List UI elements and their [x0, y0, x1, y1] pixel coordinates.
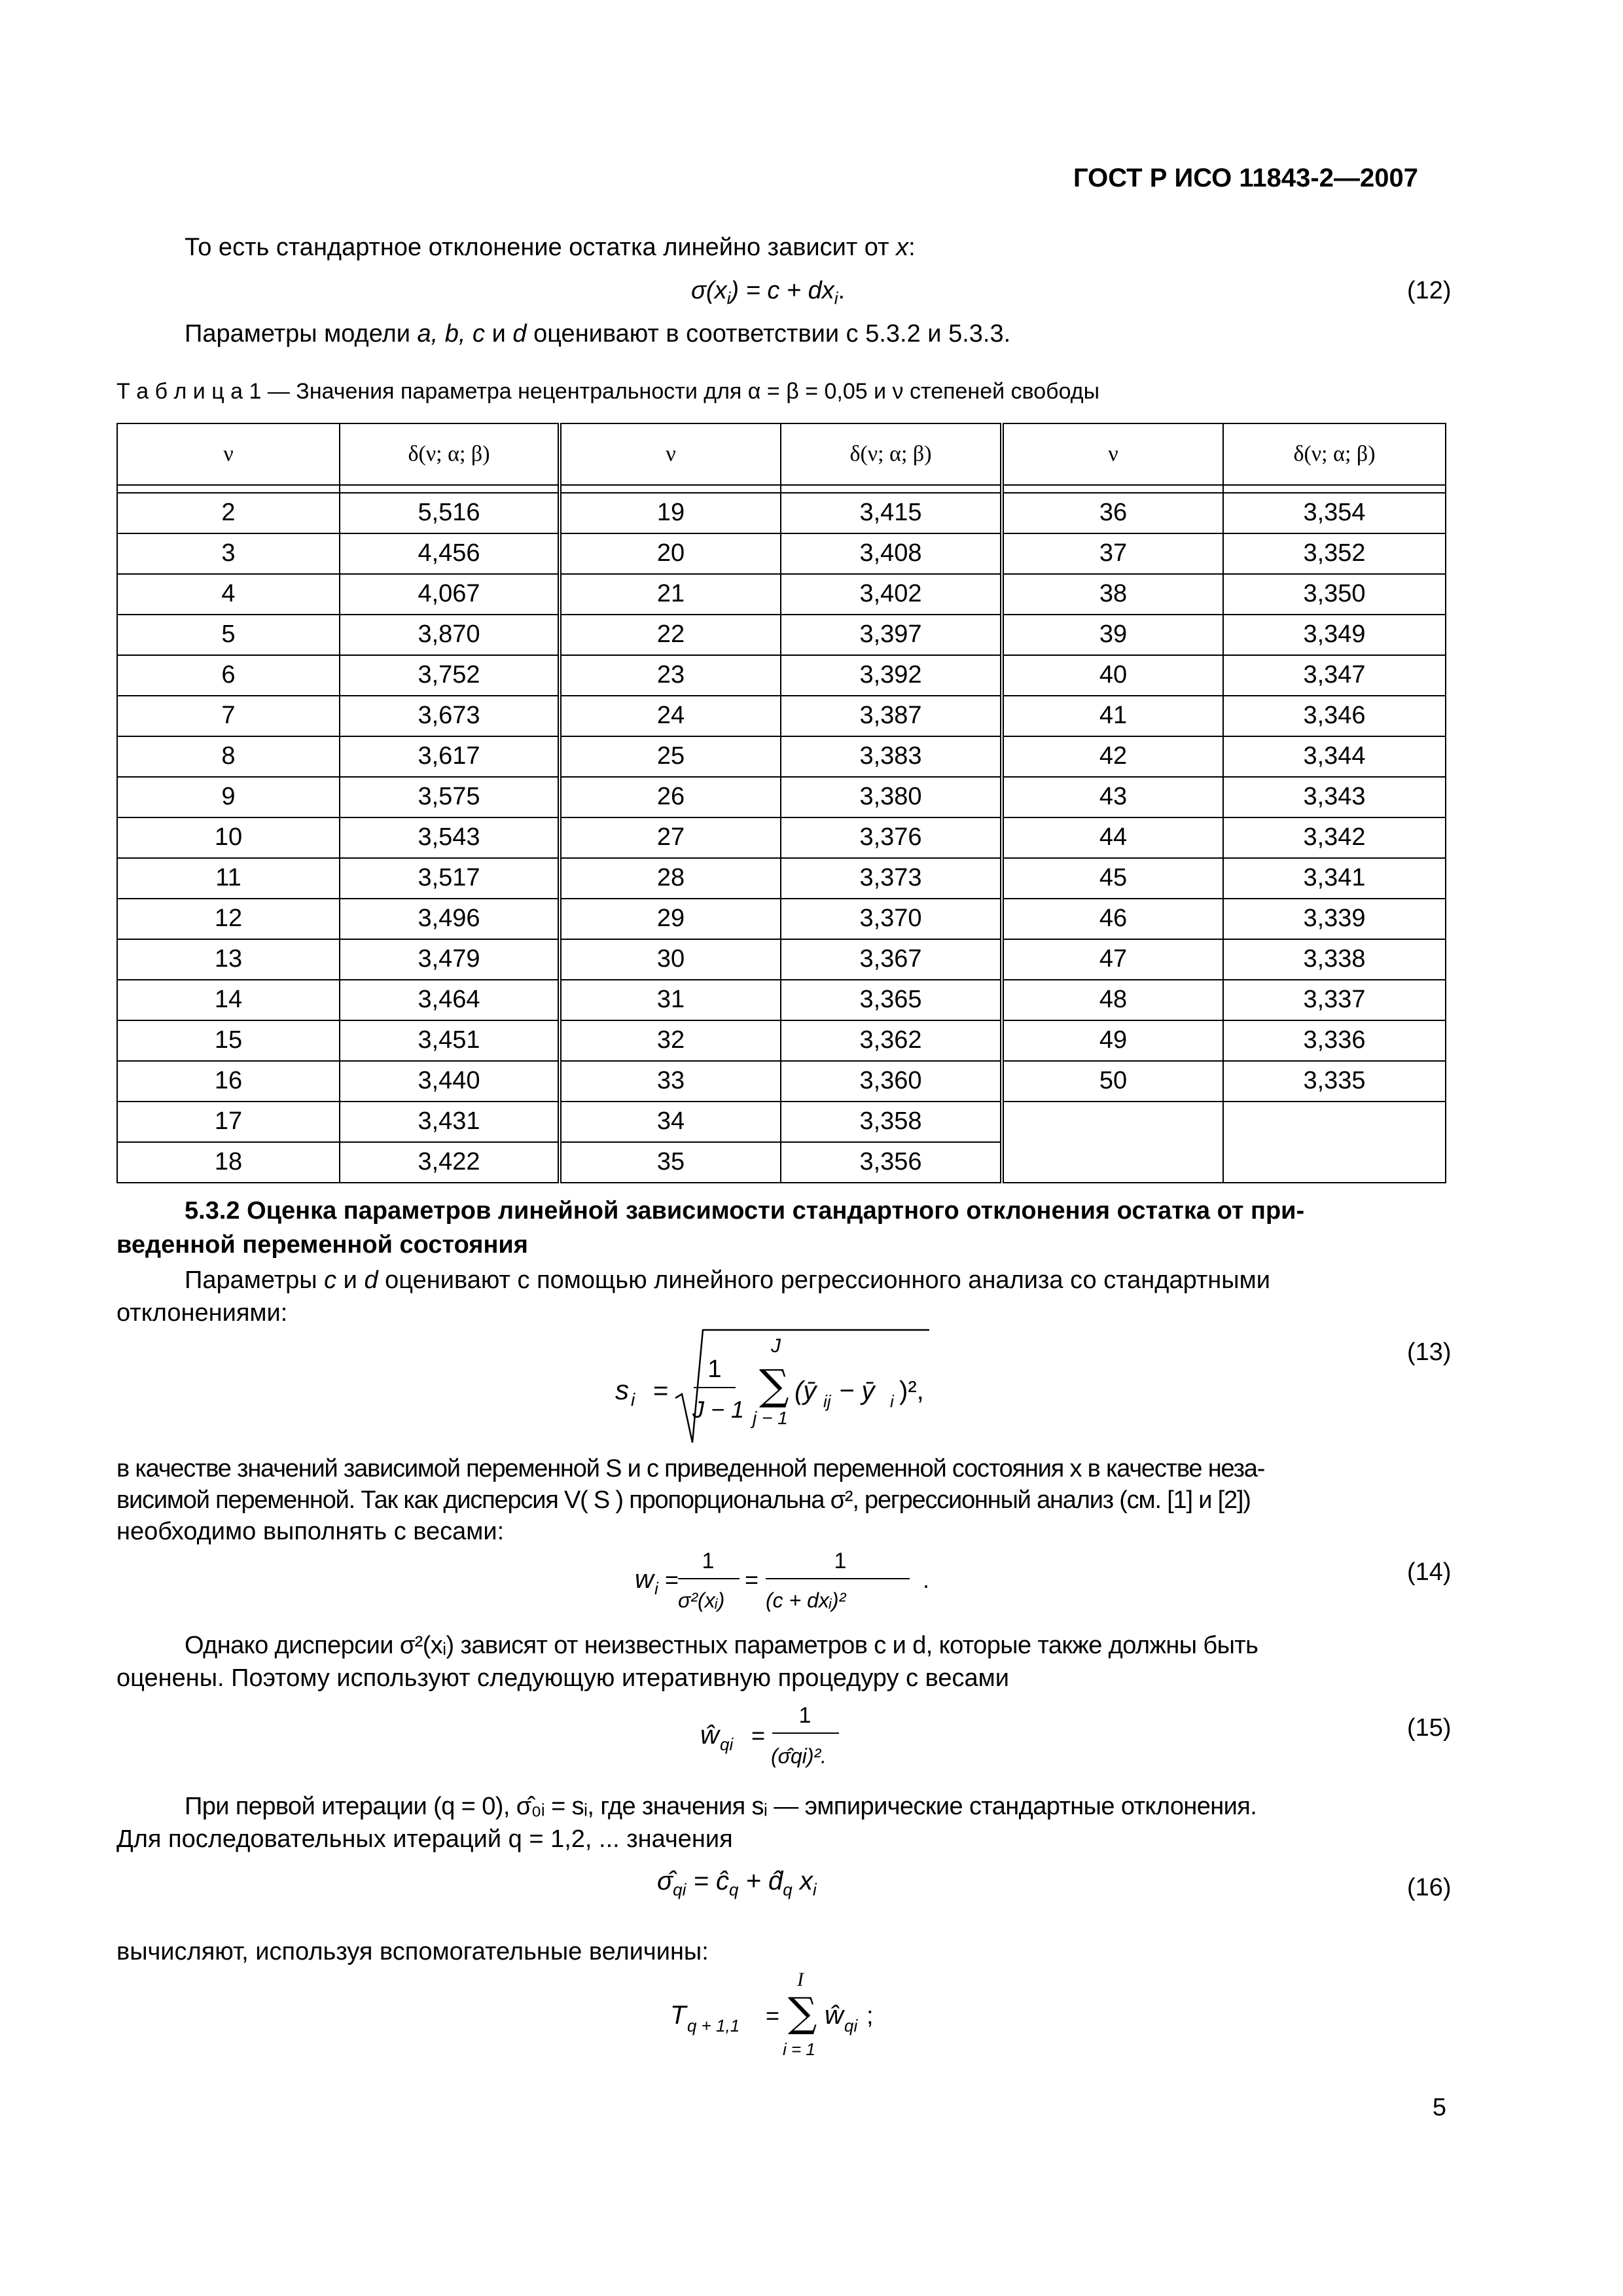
cell-delta: 3,402: [781, 574, 1002, 615]
cell-nu: 24: [560, 696, 781, 736]
cell-delta: 3,336: [1223, 1020, 1446, 1061]
cell-delta: 3,367: [781, 939, 1002, 980]
svg-text:∑: ∑: [759, 1361, 789, 1410]
cell-delta: 3,354: [1223, 493, 1446, 533]
equation-16: $\sigmâ_{qi}$ = $ĉ_q$ + $d̂_q$ $x_i$: [657, 1867, 817, 1899]
svg-text:q + 1,1: q + 1,1: [687, 2016, 740, 2036]
svg-text:ŵ: ŵ: [700, 1721, 719, 1749]
noncentrality-table: [116, 423, 1446, 1183]
cell-nu: 34: [560, 1102, 781, 1142]
cell-delta: 3,617: [340, 736, 560, 777]
cell-nu: 8: [117, 736, 340, 777]
svg-text:σ²(xᵢ): σ²(xᵢ): [678, 1588, 725, 1612]
cell-delta: 3,464: [340, 980, 560, 1020]
paragraph-2-line-1: в качестве значений зависимой переменной S и с приведенной переменной состояния x в качестве неза-: [116, 1455, 1265, 1482]
cell-delta: 3,373: [781, 858, 1002, 899]
cell-nu: 3: [117, 533, 340, 574]
svg-text:)²,: )²,: [899, 1376, 924, 1405]
cell-nu: 9: [117, 777, 340, 817]
cell-delta: 3,356: [781, 1142, 1002, 1183]
cell-delta: 3,337: [1223, 980, 1446, 1020]
cell-delta: [1223, 1102, 1446, 1183]
cell-nu: 33: [560, 1061, 781, 1102]
svg-text:− ȳ: − ȳ: [839, 1376, 875, 1405]
table-row: [117, 736, 1446, 777]
table-header-row: [117, 423, 1446, 485]
cell-delta: 3,543: [340, 817, 560, 858]
svg-text:1: 1: [834, 1549, 847, 1573]
cell-delta: 3,342: [1223, 817, 1446, 858]
paragraph-3-line-2: оценены. Поэтому используют следующую итеративную процедуру с весами: [116, 1664, 1010, 1692]
table-row: [117, 615, 1446, 655]
svg-text:1: 1: [702, 1549, 715, 1573]
table-row: [117, 1061, 1446, 1102]
header-nu: ν: [117, 423, 340, 485]
table-row: [117, 574, 1446, 615]
cell-nu: 13: [117, 939, 340, 980]
svg-text:1: 1: [707, 1355, 722, 1383]
equation-number-13: (13): [1407, 1338, 1452, 1366]
equation-t-sum: [670, 1970, 906, 2077]
cell-delta: 3,349: [1223, 615, 1446, 655]
table-row: [117, 533, 1446, 574]
table-row: [117, 1020, 1446, 1061]
cell-delta: 3,370: [781, 899, 1002, 939]
svg-text:.: .: [923, 1566, 930, 1593]
svg-text:=: =: [665, 1566, 679, 1593]
header-delta: δ(ν; α; β): [1223, 423, 1446, 485]
cell-delta: 3,422: [340, 1142, 560, 1183]
cell-delta: 3,341: [1223, 858, 1446, 899]
cell-nu: 31: [560, 980, 781, 1020]
document-id: ГОСТ Р ИСО 11843-2—2007: [1073, 164, 1418, 192]
equation-number-15: (15): [1407, 1714, 1452, 1742]
svg-text:ij: ij: [823, 1391, 831, 1411]
cell-nu: 15: [117, 1020, 340, 1061]
table-row: [117, 817, 1446, 858]
cell-nu: 26: [560, 777, 781, 817]
cell-delta: 4,456: [340, 533, 560, 574]
cell-nu: 28: [560, 858, 781, 899]
svg-text:1: 1: [798, 1703, 812, 1728]
table-row: [117, 777, 1446, 817]
equation-13-graphic: [615, 1326, 955, 1457]
svg-text:j − 1: j − 1: [753, 1408, 788, 1428]
cell-delta: 3,397: [781, 615, 1002, 655]
cell-nu: 38: [1002, 574, 1223, 615]
table-row: [117, 858, 1446, 899]
svg-text:w: w: [635, 1565, 654, 1594]
cell-delta: 3,358: [781, 1102, 1002, 1142]
table-row: [117, 1102, 1446, 1142]
cell-delta: 3,338: [1223, 939, 1446, 980]
paragraph-5-line-1: вычисляют, используя вспомогательные величины:: [116, 1938, 709, 1965]
cell-delta: 3,343: [1223, 777, 1446, 817]
cell-nu: 23: [560, 655, 781, 696]
header-delta: δ(ν; α; β): [340, 423, 560, 485]
cell-delta: 3,352: [1223, 533, 1446, 574]
equation-12: $\sigma(x_i) = c + dx_i$.: [691, 277, 846, 308]
cell-delta: 3,344: [1223, 736, 1446, 777]
cell-nu: 27: [560, 817, 781, 858]
cell-delta: 3,575: [340, 777, 560, 817]
cell-delta: 3,376: [781, 817, 1002, 858]
cell-nu: 49: [1002, 1020, 1223, 1061]
equation-number-12: (12): [1407, 277, 1452, 304]
cell-nu: 7: [117, 696, 340, 736]
cell-delta: 3,335: [1223, 1061, 1446, 1102]
section-heading-line-1: 5.3.2 Оценка параметров линейной зависимости стандартного отклонения остатка от при-: [185, 1197, 1305, 1225]
cell-nu: 2: [117, 493, 340, 533]
cell-nu: 50: [1002, 1061, 1223, 1102]
cell-nu: 43: [1002, 777, 1223, 817]
cell-nu: 46: [1002, 899, 1223, 939]
cell-nu: 29: [560, 899, 781, 939]
cell-nu: 32: [560, 1020, 781, 1061]
section-heading-line-2: веденной переменной состояния: [116, 1231, 528, 1259]
cell-nu: 18: [117, 1142, 340, 1183]
cell-nu: 40: [1002, 655, 1223, 696]
intro-line-1: То есть стандартное отклонение остатка линейно зависит от x:: [185, 234, 916, 261]
table-row: [117, 899, 1446, 939]
cell-delta: 3,360: [781, 1061, 1002, 1102]
cell-delta: 3,415: [781, 493, 1002, 533]
paragraph-2-line-3: необходимо выполнять с весами:: [116, 1518, 505, 1545]
cell-nu: 21: [560, 574, 781, 615]
cell-delta: 3,365: [781, 980, 1002, 1020]
cell-nu: 42: [1002, 736, 1223, 777]
equation-t-sum-graphic: [670, 1970, 906, 2068]
cell-nu: 41: [1002, 696, 1223, 736]
cell-nu: 30: [560, 939, 781, 980]
cell-nu: 19: [560, 493, 781, 533]
cell-delta: 3,479: [340, 939, 560, 980]
cell-delta: 3,383: [781, 736, 1002, 777]
cell-delta: 3,870: [340, 615, 560, 655]
equation-number-16: (16): [1407, 1874, 1452, 1901]
cell-delta: 3,496: [340, 899, 560, 939]
cell-nu: 4: [117, 574, 340, 615]
svg-text:qi: qi: [720, 1734, 734, 1754]
cell-nu: 6: [117, 655, 340, 696]
cell-nu: 36: [1002, 493, 1223, 533]
cell-nu: 45: [1002, 858, 1223, 899]
cell-nu: 37: [1002, 533, 1223, 574]
svg-text:s: s: [615, 1374, 629, 1405]
table-caption: Т а б л и ц а 1 — Значения параметра нецентральности для α = β = 0,05 и ν степеней свободы: [116, 379, 1100, 404]
cell-nu: 10: [117, 817, 340, 858]
svg-text:I: I: [797, 1970, 804, 1990]
equation-14: [635, 1542, 936, 1629]
header-nu: ν: [560, 423, 781, 485]
paragraph-1-line-2: отклонениями:: [116, 1299, 288, 1327]
svg-text:i: i: [654, 1579, 658, 1598]
table-row: [117, 655, 1446, 696]
svg-text:(ȳ: (ȳ: [794, 1376, 817, 1405]
svg-text:i = 1: i = 1: [783, 2039, 815, 2059]
svg-text:i: i: [890, 1391, 894, 1411]
cell-delta: 3,346: [1223, 696, 1446, 736]
page-number: 5: [1432, 2094, 1446, 2121]
svg-text:∑: ∑: [788, 1988, 817, 2036]
cell-delta: 3,392: [781, 655, 1002, 696]
cell-nu: 48: [1002, 980, 1223, 1020]
cell-delta: 3,517: [340, 858, 560, 899]
cell-nu: 35: [560, 1142, 781, 1183]
cell-nu: 20: [560, 533, 781, 574]
svg-text:;: ;: [866, 2002, 874, 2030]
paragraph-2-line-2: висимой переменной. Так как дисперсия V( S ) пропорциональна σ², регрессионный анализ (см. [1] и [2]): [116, 1486, 1251, 1514]
cell-nu: 25: [560, 736, 781, 777]
svg-text:=: =: [653, 1376, 669, 1405]
cell-delta: 3,380: [781, 777, 1002, 817]
cell-delta: 3,362: [781, 1020, 1002, 1061]
cell-delta: 3,350: [1223, 574, 1446, 615]
cell-delta: 3,752: [340, 655, 560, 696]
svg-text:J − 1: J − 1: [692, 1396, 745, 1423]
svg-text:i: i: [631, 1390, 635, 1410]
table-row: [117, 696, 1446, 736]
svg-text:T: T: [670, 2001, 687, 2030]
cell-nu: 16: [117, 1061, 340, 1102]
paragraph-3-line-1: Однако дисперсии σ²(xᵢ) зависят от неизвестных параметров c и d, которые также должны быть: [185, 1632, 1258, 1659]
svg-text:(σ̂qi)².: (σ̂qi)².: [771, 1744, 827, 1768]
cell-delta: 3,347: [1223, 655, 1446, 696]
cell-delta: 3,431: [340, 1102, 560, 1142]
paragraph-4-line-1: При первой итерации (q = 0), σ̂₀ᵢ = sᵢ, где значения sᵢ — эмпирические стандартные отклонения.: [185, 1793, 1257, 1820]
cell-nu: 11: [117, 858, 340, 899]
paragraph-1-line-1: Параметры c и d оценивают с помощью линейного регрессионного анализа со стандартными: [185, 1266, 1270, 1294]
cell-delta: 3,440: [340, 1061, 560, 1102]
cell-nu: 22: [560, 615, 781, 655]
svg-text:(c + dxᵢ)²: (c + dxᵢ)²: [766, 1588, 846, 1612]
cell-nu: 39: [1002, 615, 1223, 655]
equation-13: [615, 1326, 955, 1465]
table-row: [117, 980, 1446, 1020]
cell-delta: 3,387: [781, 696, 1002, 736]
svg-text:=: =: [766, 2002, 780, 2029]
svg-text:ŵ: ŵ: [825, 2001, 844, 2030]
cell-delta: 3,451: [340, 1020, 560, 1061]
table-row: [117, 939, 1446, 980]
header-delta: δ(ν; α; β): [781, 423, 1002, 485]
cell-nu: [1002, 1102, 1223, 1183]
cell-delta: 5,516: [340, 493, 560, 533]
header-nu: ν: [1002, 423, 1223, 485]
cell-nu: 17: [117, 1102, 340, 1142]
svg-text:J: J: [771, 1335, 781, 1357]
cell-delta: 3,673: [340, 696, 560, 736]
equation-number-14: (14): [1407, 1558, 1452, 1586]
cell-delta: 3,408: [781, 533, 1002, 574]
svg-text:=: =: [751, 1722, 766, 1749]
cell-delta: 4,067: [340, 574, 560, 615]
cell-delta: 3,339: [1223, 899, 1446, 939]
svg-text:=: =: [745, 1566, 759, 1593]
equation-15: [700, 1696, 870, 1784]
cell-nu: 44: [1002, 817, 1223, 858]
table-row: [117, 493, 1446, 533]
equation-14-graphic: [635, 1542, 936, 1621]
paragraph-4-line-2: Для последовательных итераций q = 1,2, ... значения: [116, 1825, 733, 1853]
cell-nu: 47: [1002, 939, 1223, 980]
cell-nu: 12: [117, 899, 340, 939]
cell-nu: 5: [117, 615, 340, 655]
svg-text:qi: qi: [844, 2016, 858, 2036]
cell-nu: 14: [117, 980, 340, 1020]
equation-15-graphic: [700, 1696, 870, 1775]
intro-line-2: Параметры модели a, b, c и d оценивают в соответствии с 5.3.2 и 5.3.3.: [185, 320, 1011, 348]
